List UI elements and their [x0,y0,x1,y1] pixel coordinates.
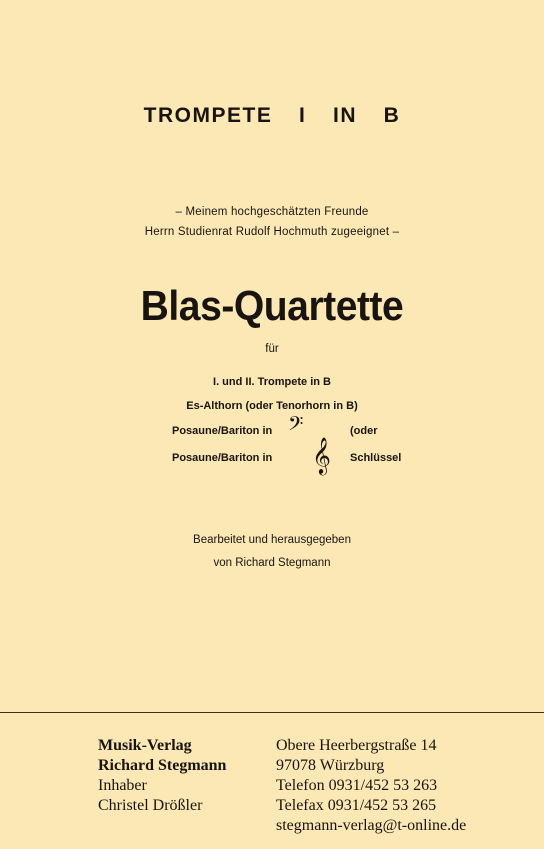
instrument-line-3-right: (oder [350,425,378,437]
dedication-line-1: – Meinem hochgeschätzten Freunde [175,206,369,218]
street-address: Obere Heerbergstraße 14 [276,737,437,754]
publisher-name-2: Richard Stegmann [98,757,227,774]
dedication-line-2: Herrn Studienrat Rudolf Hochmuth zugeeignet – [144,226,400,238]
instrument-line-3-left: Posaune/Bariton in [172,425,273,437]
treble-clef-icon: 𝄞 [312,436,331,474]
instrument-line-1: I. und II. Trompete in B [213,376,331,388]
email-address: stegmann-verlag@t-online.de [276,817,467,834]
instrument-line-4-left: Posaune/Bariton in [172,452,273,464]
credit-line-1: Bearbeitet und herausgegeben [193,534,351,546]
credit-line-2: von Richard Stegmann [213,557,331,569]
publisher-name-1: Musik-Verlag [98,737,192,754]
owner-label: Inhaber [98,777,147,794]
instrument-line-4-right: Schlüssel [350,452,402,464]
main-title: Blas-Quartette [140,282,404,329]
instrument-line-2: Es-Althorn (oder Tenorhorn in B) [186,400,358,412]
owner-name: Christel Drößler [98,797,203,814]
fax-number: Telefax 0931/452 53 265 [276,797,437,814]
part-title: TROMPETE I IN B [143,104,401,127]
divider [0,712,544,713]
phone-number: Telefon 0931/452 53 263 [276,777,438,794]
publisher-contact-block [276,736,466,836]
bass-clef-icon: 𝄢 [288,412,304,440]
fuer-label: für [265,343,279,355]
publisher-name-block [98,736,226,816]
city-address: 97078 Würzburg [276,757,385,774]
